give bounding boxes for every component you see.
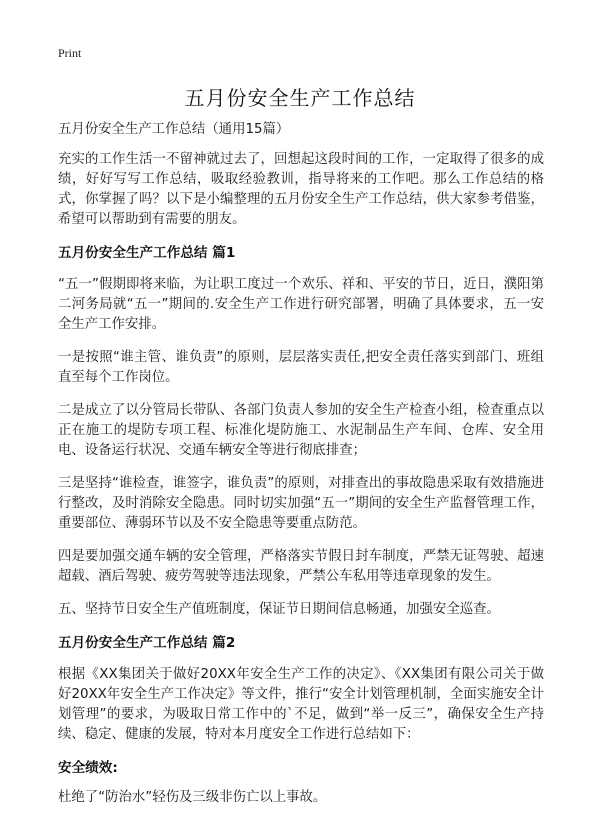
section-heading-1: 五月份安全生产工作总结 篇1 (58, 245, 236, 261)
section-1-paragraph: 五、坚持节日安全生产值班制度，保证节日期间信息畅通，加强安全巡查。 (58, 602, 500, 617)
print-link[interactable]: Print (58, 46, 82, 60)
section-heading-3: 安全绩效: (58, 760, 118, 776)
section-1-paragraph: 三是坚持“谁检查，谁签字，谁负责”的原则，对排查出的事故隐患采取有效措施进行整改，及时消除安全隐患。同时切实加强“五一”期间的安全生产监督管理工作，重要部位、薄弱环节以及不安全隐患等要重点防范。 (58, 476, 544, 531)
document-subtitle: 五月份安全生产工作总结（通用15篇） (58, 122, 290, 137)
section-1-paragraph: “五一”假期即将来临，为让职工度过一个欢乐、祥和、平安的节日，近日，濮阳第二河务局就“五一”期间的.安全生产工作进行研究部署，明确了具体要求，五一安全生产工作安排。 (58, 277, 544, 332)
document-body (58, 120, 544, 821)
section-3-paragraph: 杜绝了“防治水”轻伤及三级非伤亡以上事故。 (58, 790, 327, 805)
section-1-paragraph: 二是成立了以分管局长带队、各部门负责人参加的安全生产检查小组，检查重点以正在施工的堤防专项工程、标准化堤防施工、水泥制品生产车间、仓库、安全用电、设备运行状况、交通车辆安全等进行彻底排查； (58, 403, 544, 458)
section-1-paragraph: 一是按照“谁主管、谁负责”的原则，层层落实责任,把安全责任落实到部门、班组直至每个工作岗位。 (58, 350, 544, 385)
intro-paragraph: 充实的工作生活一不留神就过去了，回想起这段时间的工作，一定取得了很多的成绩，好好写写工作总结，吸取经验教训，指导将来的工作吧。那么工作总结的格式，你掌握了吗？以下是小编整理的五月份安全生产工作总结，供大家参考借鉴，希望可以帮助到有需要的朋友。 (58, 152, 544, 227)
section-1-paragraph: 四是要加强交通车辆的安全管理，严格落实节假日封车制度，严禁无证驾驶、超速超载、酒后驾驶、疲劳驾驶等违法现象，严禁公车私用等违章现象的发生。 (58, 549, 544, 584)
page-title: 五月份安全生产工作总结 (184, 86, 416, 110)
section-heading-2: 五月份安全生产工作总结 篇2 (58, 635, 236, 651)
section-2-paragraph: 根据《XX集团关于做好20XX年安全生产工作的决定》、《XX集团有限公司关于做好20XX年安全生产工作决定》等文件，推行“安全计划管理机制，全面实施安全计划管理”的要求，为吸取日常工作中的`不足，做到“举一反三”，确保安全生产持续、稳定、健康的发展，特对本月度安全工作进行总结如下： (58, 667, 544, 742)
